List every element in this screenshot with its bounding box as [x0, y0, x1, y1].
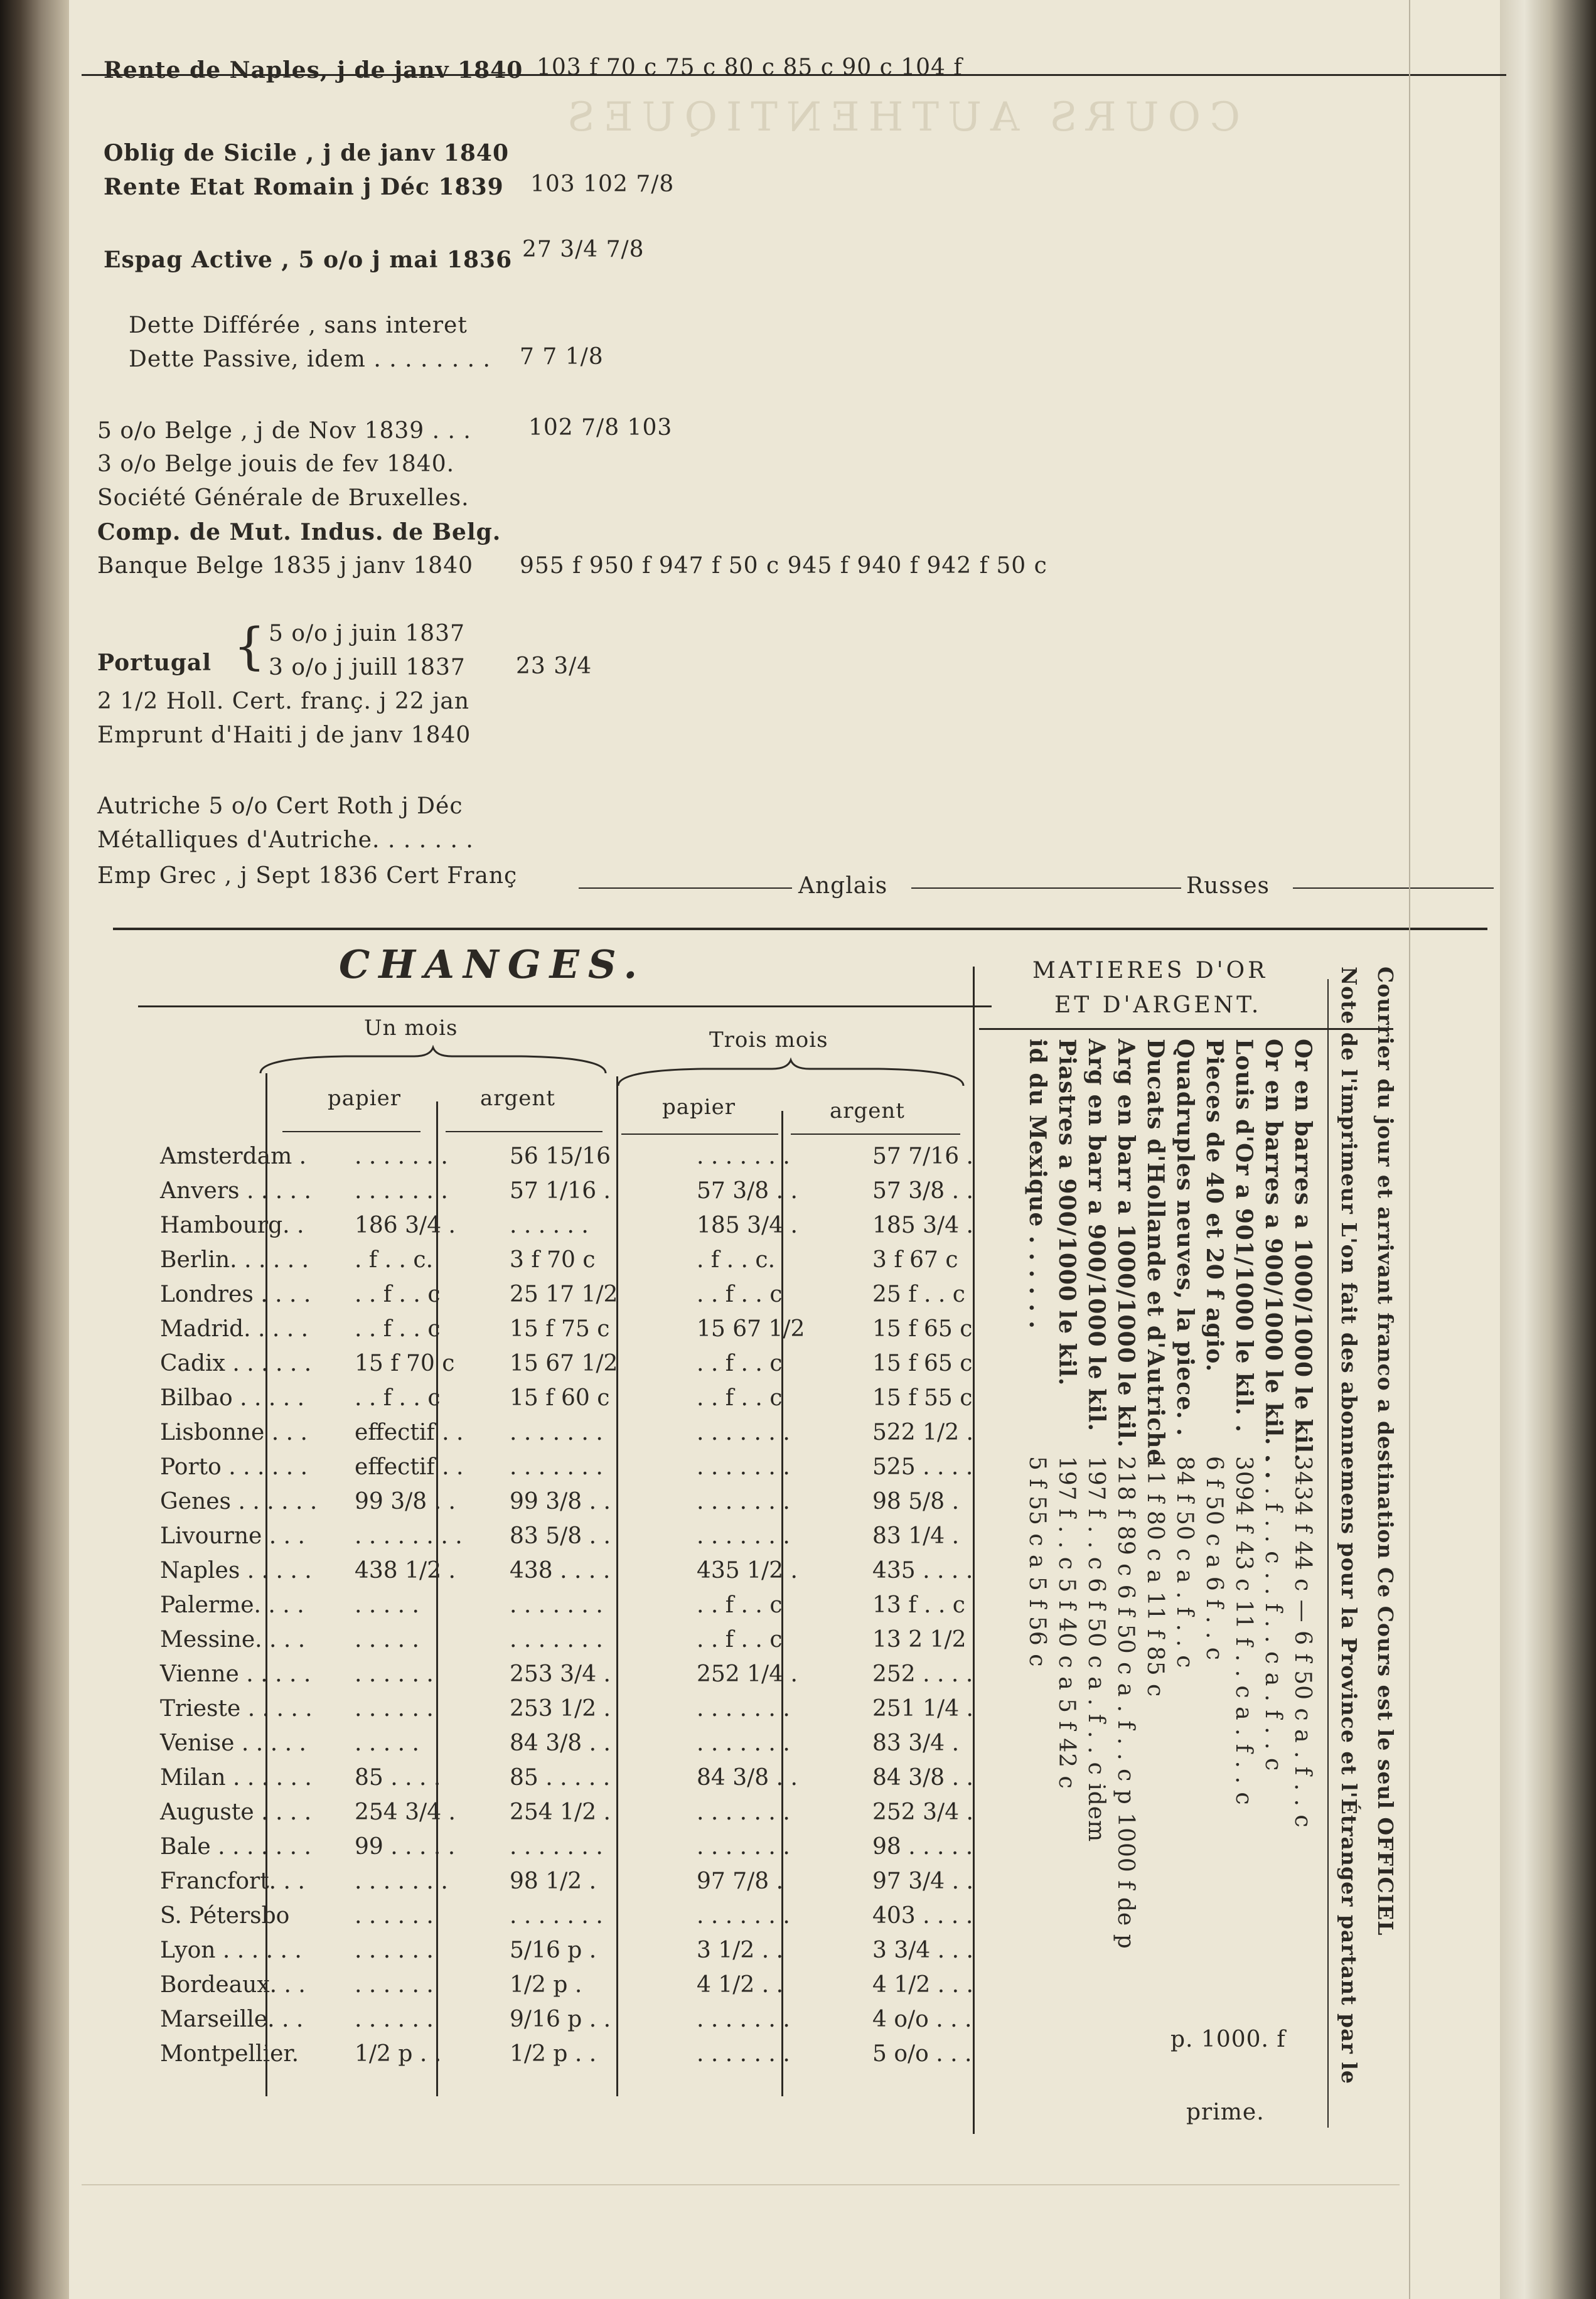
bond-label: 5 o/o Belge , j de Nov 1839 . . .: [97, 418, 471, 444]
table-row: [138, 1765, 1017, 1799]
trois-mois-papier: . . . . . . .: [697, 1730, 790, 1756]
un-mois-papier: . . . . . .: [355, 1937, 434, 1963]
bond-label: 3 o/o Belge jouis de fev 1840.: [97, 451, 455, 477]
city-name: Lisbonne . . .: [160, 1420, 308, 1445]
city-name: Naples . . . . .: [160, 1558, 312, 1584]
trois-mois-argent: 4 1/2 . . .: [872, 1972, 973, 1998]
city-name: Auguste . . . .: [160, 1799, 312, 1825]
un-mois-argent: 3 f 70 c: [510, 1247, 596, 1273]
trois-mois-papier: . . . . . . .: [697, 1454, 790, 1480]
bond-label: Dette Différée , sans interet: [129, 313, 468, 338]
trois-mois-argent: 84 3/8 . .: [872, 1765, 973, 1791]
un-mois-papier: 15 f 70 c: [355, 1351, 455, 1376]
city-name: Genes . . . . . .: [160, 1489, 318, 1514]
city-name: Francfort. . .: [160, 1868, 305, 1894]
un-mois-argent: . . . . . . .: [510, 1420, 603, 1445]
matieres-item-value: 218 f 89 c 6 f 50 c a . f . . c p 1000 f de p: [1113, 1456, 1138, 1949]
un-mois-papier: 254 3/4 .: [355, 1799, 456, 1825]
matieres-item-value: 84 f 50 c a . f . . c: [1172, 1456, 1197, 1669]
trois-mois-argent: 3 f 67 c: [872, 1247, 958, 1273]
un-mois-papier: . . . . .: [355, 1627, 419, 1653]
table-row: [138, 1247, 1017, 1282]
trois-mois-argent: 3 3/4 . . .: [872, 1937, 973, 1963]
un-mois-papier: . . f . . c: [355, 1385, 441, 1411]
city-name: S. Pétersbo: [160, 1903, 290, 1929]
matieres-item-value: 3094 f 43 c 11 f . . c a . f . . c: [1231, 1456, 1256, 1806]
trois-mois-argent: 13 f . . c: [872, 1592, 965, 1618]
trois-mois-argent: 522 1/2 .: [872, 1420, 973, 1445]
city-name: Livourne . . .: [160, 1523, 305, 1549]
table-row: [138, 1454, 1017, 1489]
un-mois-papier: . . . . . .: [355, 1696, 434, 1722]
bond-label: Emp Grec , j Sept 1836 Cert Franç: [97, 863, 518, 889]
trois-mois-papier: . . . . . . .: [697, 1489, 790, 1514]
header-un-mois: Un mois: [364, 1016, 458, 1041]
book-spine: [0, 0, 69, 2299]
trois-mois-argent: 97 3/4 . .: [872, 1868, 973, 1894]
city-name: Trieste . . . . .: [160, 1696, 313, 1722]
trois-mois-argent: 15 f 65 c: [872, 1351, 973, 1376]
trois-mois-argent: 185 3/4 .: [872, 1213, 973, 1238]
matieres-item-label: Louis d'Or a 901/1000 le kil. .: [1231, 1039, 1257, 1433]
un-mois-papier: . . . . . . .: [355, 1868, 448, 1894]
table-row: [138, 1799, 1017, 1834]
un-mois-papier: . . f . . c: [355, 1282, 441, 1307]
un-mois-argent: . . . . . . .: [510, 1627, 603, 1653]
bond-label: Espag Active , 5 o/o j mai 1836: [104, 247, 513, 273]
trois-mois-argent: 525 . . . .: [872, 1454, 973, 1480]
trois-mois-papier: . . . . . . .: [697, 2007, 790, 2032]
table-row: [138, 1558, 1017, 1592]
un-mois-argent: 98 1/2 .: [510, 1868, 597, 1894]
un-mois-argent: 25 17 1/2: [510, 1282, 618, 1307]
un-mois-argent: . . . . . . .: [510, 1903, 603, 1929]
trois-mois-papier: . . f . . c: [697, 1385, 783, 1411]
city-name: Montpellier.: [160, 2041, 299, 2067]
matieres-item-label: Piastres a 900/1000 le kil.: [1054, 1039, 1080, 1386]
un-mois-argent: . . . . . . .: [510, 1592, 603, 1618]
bond-value: 23 3/4: [516, 653, 592, 679]
trois-mois-papier: 252 1/4 .: [697, 1661, 798, 1687]
bond-label: Rente de Naples, j de janv 1840: [104, 57, 523, 83]
bond-label: Comp. de Mut. Indus. de Belg.: [97, 519, 501, 545]
matieres-item-value: 5 f 55 c a 5 f 56 c: [1024, 1456, 1050, 1668]
un-mois-argent: 57 1/16 .: [510, 1178, 611, 1204]
un-mois-papier: 85 . . . .: [355, 1765, 441, 1791]
trois-mois-papier: . . f . . c: [697, 1627, 783, 1653]
un-mois-argent: . . . . . .: [510, 1213, 589, 1238]
table-row: [138, 1178, 1017, 1213]
bleed-through: COURS AUTHENTIQUES: [559, 94, 1241, 141]
table-row: [138, 1972, 1017, 2007]
city-name: Berlin. . . . . .: [160, 1247, 309, 1273]
trois-mois-papier: . . . . . . .: [697, 1523, 790, 1549]
changes-title: CHANGES.: [339, 941, 646, 987]
city-name: Londres . . . .: [160, 1282, 311, 1307]
city-name: Milan . . . . . .: [160, 1765, 312, 1791]
matieres-item-label: Ducats d'Hollande et d'Autriche: [1142, 1039, 1169, 1464]
bond-value: 103 102 7/8: [530, 171, 675, 197]
trois-mois-papier: . . . . . . .: [697, 1144, 790, 1169]
trois-mois-argent: 83 3/4 .: [872, 1730, 960, 1756]
brace: {: [233, 617, 266, 675]
col-header-argent: argent: [830, 1098, 905, 1123]
un-mois-argent: 84 3/8 . .: [510, 1730, 611, 1756]
section-rule: [113, 928, 1487, 930]
un-mois-argent: 56 15/16: [510, 1144, 611, 1169]
trois-mois-papier: . . f . . c: [697, 1592, 783, 1618]
table-row: [138, 1937, 1017, 1972]
table-row: [138, 2007, 1017, 2041]
bond-label: Banque Belge 1835 j janv 1840: [97, 553, 474, 579]
un-mois-papier: . . . . .: [355, 1592, 419, 1618]
bond-value: 103 f 70 c 75 c 80 c 85 c 90 c 104 f: [537, 55, 963, 80]
table-row: [138, 1868, 1017, 1903]
un-mois-papier: . . . . . .: [355, 1903, 434, 1929]
un-mois-argent: . . . . . . .: [510, 1454, 603, 1480]
trois-mois-argent: 252 . . . .: [872, 1661, 973, 1687]
un-mois-papier: . . . . . . . .: [355, 1523, 463, 1549]
trois-mois-papier: . . f . . c: [697, 1351, 783, 1376]
un-mois-argent: 254 1/2 .: [510, 1799, 611, 1825]
bond-label: 5 o/o j juin 1837: [269, 621, 465, 646]
city-name: Palerme. . . .: [160, 1592, 304, 1618]
un-mois-papier: 186 3/4 .: [355, 1213, 456, 1238]
brace-trois-mois: [615, 1058, 967, 1089]
trois-mois-argent: 15 f 65 c: [872, 1316, 973, 1342]
un-mois-argent: 85 . . . . .: [510, 1765, 611, 1791]
un-mois-argent: 99 3/8 . .: [510, 1489, 611, 1514]
trois-mois-papier: 4 1/2 . .: [697, 1972, 784, 1998]
trois-mois-papier: . . . . . . .: [697, 1696, 790, 1722]
portugal-label: Portugal: [97, 650, 212, 676]
un-mois-papier: 1/2 p . .: [355, 2041, 442, 2067]
col-header-papier: papier: [328, 1086, 402, 1111]
col-header-papier: papier: [662, 1095, 736, 1120]
trois-mois-papier: . . . . . . .: [697, 1799, 790, 1825]
un-mois-papier: . . . . . .: [355, 2007, 434, 2032]
trois-mois-argent: 98 . . . . .: [872, 1834, 973, 1860]
table-row: [138, 1351, 1017, 1385]
trois-mois-argent: 98 5/8 .: [872, 1489, 960, 1514]
trois-mois-argent: 403 . . . .: [872, 1903, 973, 1929]
bond-value: 27 3/4 7/8: [522, 237, 645, 262]
matieres-item-label: Arg en barr a 1000/1000 le kil.: [1113, 1039, 1139, 1449]
trois-mois-papier: . . f . . c: [697, 1282, 783, 1307]
un-mois-papier: . . f . . c: [355, 1316, 441, 1342]
un-mois-argent: 83 5/8 . .: [510, 1523, 611, 1549]
city-name: Amsterdam .: [160, 1144, 307, 1169]
un-mois-argent: 1/2 p .: [510, 1972, 582, 1998]
matieres-item-label: id du Mexique . . . . . .: [1024, 1039, 1051, 1329]
city-name: Bordeaux. . .: [160, 1972, 306, 1998]
table-row: [138, 1592, 1017, 1627]
un-mois-argent: 5/16 p .: [510, 1937, 597, 1963]
table-row: [138, 1213, 1017, 1247]
city-name: Anvers . . . . .: [160, 1178, 311, 1204]
bond-label: Métalliques d'Autriche. . . . . . .: [97, 827, 474, 853]
bond-label: Dette Passive, idem . . . . . . . .: [129, 346, 491, 372]
city-name: Vienne . . . . .: [160, 1661, 311, 1687]
note-line-1: Note de l'imprimeur L'on fait des abonnemens pour la Province et l'Étranger partant par le: [1337, 967, 1361, 2084]
label-anglais: Anglais: [798, 873, 888, 899]
matieres-item-value: 197 f . . c 6 f 50 c a . f . . c idem: [1083, 1456, 1109, 1843]
un-mois-argent: 15 f 60 c: [510, 1385, 610, 1411]
trois-mois-papier: . . . . . . .: [697, 1903, 790, 1929]
bond-value: 102 7/8 103: [528, 415, 673, 441]
un-mois-papier: . . . . .: [355, 1730, 419, 1756]
trois-mois-papier: 185 3/4 .: [697, 1213, 798, 1238]
city-name: Messine. . . .: [160, 1627, 306, 1653]
trois-mois-papier: 15 67 1/2: [697, 1316, 805, 1342]
city-name: Madrid. . . . .: [160, 1316, 309, 1342]
matieres-item-value: 11 f 80 c a 11 f 85 c: [1142, 1456, 1168, 1698]
table-row: [138, 1316, 1017, 1351]
un-mois-papier: 99 . . . . .: [355, 1834, 456, 1860]
trois-mois-argent: 57 3/8 . .: [872, 1178, 973, 1204]
table-row: [138, 1627, 1017, 1661]
city-name: Bale . . . . . . .: [160, 1834, 311, 1860]
trois-mois-papier: 97 7/8 .: [697, 1868, 784, 1894]
matieres-title-2: ET D'ARGENT.: [1054, 992, 1262, 1018]
un-mois-argent: 15 f 75 c: [510, 1316, 610, 1342]
table-row: [138, 1144, 1017, 1178]
un-mois-argent: 9/16 p . .: [510, 2007, 611, 2032]
un-mois-papier: 99 3/8 . .: [355, 1489, 456, 1514]
newspaper-page: [69, 0, 1500, 2299]
page-edge: [1494, 0, 1596, 2299]
un-mois-argent: 253 3/4 .: [510, 1661, 611, 1687]
trois-mois-argent: 83 1/4 .: [872, 1523, 960, 1549]
city-name: Marseille. . .: [160, 2007, 304, 2032]
bond-label: Autriche 5 o/o Cert Roth j Déc: [97, 793, 463, 819]
col-header-argent: argent: [480, 1086, 555, 1111]
un-mois-argent: . . . . . . .: [510, 1834, 603, 1860]
un-mois-argent: 253 1/2 .: [510, 1696, 611, 1722]
trois-mois-argent: 252 3/4 .: [872, 1799, 973, 1825]
city-name: Lyon . . . . . .: [160, 1937, 302, 1963]
trois-mois-argent: 15 f 55 c: [872, 1385, 973, 1411]
trois-mois-argent: 435 . . . .: [872, 1558, 973, 1584]
un-mois-argent: 15 67 1/2: [510, 1351, 618, 1376]
trois-mois-papier: . . . . . . .: [697, 1834, 790, 1860]
city-name: Porto . . . . . .: [160, 1454, 308, 1480]
bond-label: 2 1/2 Holl. Cert. franç. j 22 jan: [97, 689, 470, 714]
trois-mois-papier: 3 1/2 . .: [697, 1937, 784, 1963]
table-row: [138, 1661, 1017, 1696]
bond-label: 3 o/o j juill 1837: [269, 655, 466, 680]
un-mois-papier: . . . . . . .: [355, 1144, 448, 1169]
bond-value: 7 7 1/8: [520, 344, 604, 370]
trois-mois-argent: 251 1/4 .: [872, 1696, 973, 1722]
matieres-item-value: 3434 f 44 c — 6 f 50 c a . f . . c: [1290, 1456, 1315, 1828]
p-label: p. 1000. f: [1170, 2027, 1286, 2052]
table-row: [138, 1523, 1017, 1558]
city-name: Bilbao . . . . .: [160, 1385, 305, 1411]
un-mois-papier: effectif . .: [355, 1420, 464, 1445]
city-name: Cadix . . . . . .: [160, 1351, 312, 1376]
matieres-item-label: Or en barres a 900/1000 le kil. . .: [1260, 1039, 1287, 1480]
table-row: [138, 1489, 1017, 1523]
matieres-title-1: MATIERES D'OR: [1032, 958, 1268, 983]
matieres-item-value: 197 f . . c 5 f 40 c a 5 f 42 c: [1054, 1456, 1079, 1789]
un-mois-papier: . . . . . .: [355, 1972, 434, 1998]
table-row: [138, 1903, 1017, 1937]
matieres-item-label: Arg en barr a 900/1000 le kil.: [1083, 1039, 1110, 1432]
matieres-item-value: 6 f 50 c a 6 f . . c: [1201, 1456, 1227, 1661]
un-mois-papier: 438 1/2 .: [355, 1558, 456, 1584]
trois-mois-papier: . . . . . . .: [697, 2041, 790, 2067]
table-row: [138, 1730, 1017, 1765]
trois-mois-argent: 57 7/16 .: [872, 1144, 973, 1169]
label-russes: Russes: [1186, 873, 1270, 899]
trois-mois-papier: . . . . . . .: [697, 1420, 790, 1445]
matieres-item-label: Quadruples neuves, la piece. .: [1172, 1039, 1198, 1437]
trois-mois-argent: 5 o/o . . .: [872, 2041, 972, 2067]
matieres-item-label: Or en barres a 1000/1000 le kil.: [1290, 1039, 1316, 1462]
bond-value: 955 f 950 f 947 f 50 c 945 f 940 f 942 f 50 c: [520, 553, 1047, 579]
header-trois-mois: Trois mois: [709, 1027, 828, 1053]
bond-label: Emprunt d'Haiti j de janv 1840: [97, 722, 471, 748]
trois-mois-argent: 4 o/o . . .: [872, 2007, 972, 2032]
table-row: [138, 1834, 1017, 1868]
table-row: [138, 2041, 1017, 2076]
trois-mois-argent: 25 f . . c: [872, 1282, 965, 1307]
table-row: [138, 1385, 1017, 1420]
bond-label: Rente Etat Romain j Déc 1839: [104, 174, 504, 200]
table-row: [138, 1282, 1017, 1316]
trois-mois-papier: 435 1/2 .: [697, 1558, 798, 1584]
trois-mois-papier: 57 3/8 . .: [697, 1178, 798, 1204]
bond-label: Oblig de Sicile , j de janv 1840: [104, 140, 509, 166]
note-line-2: Courrier du jour et arrivant franco a destination Ce Cours est le seul OFFICIEL: [1373, 967, 1398, 1936]
un-mois-papier: . f . . c.: [355, 1247, 434, 1273]
prime-label: prime.: [1186, 2099, 1265, 2125]
trois-mois-argent: 13 2 1/2: [872, 1627, 967, 1653]
brace-un-mois: [257, 1045, 609, 1076]
trois-mois-papier: . f . . c.: [697, 1247, 776, 1273]
city-name: Venise . . . . .: [160, 1730, 306, 1756]
matieres-item-label: Pieces de 40 et 20 f agio.: [1201, 1039, 1228, 1373]
un-mois-papier: effectif . .: [355, 1454, 464, 1480]
city-name: Hambourg. .: [160, 1213, 304, 1238]
table-row: [138, 1420, 1017, 1454]
matieres-item-value: . . . f . . c . . f . . c a . f . . c: [1260, 1456, 1286, 1772]
un-mois-argent: 438 . . . .: [510, 1558, 611, 1584]
un-mois-papier: . . . . . .: [355, 1661, 434, 1687]
bond-label: Société Générale de Bruxelles.: [97, 485, 469, 511]
trois-mois-papier: 84 3/8 . .: [697, 1765, 798, 1791]
table-row: [138, 1696, 1017, 1730]
un-mois-argent: 1/2 p . .: [510, 2041, 597, 2067]
un-mois-papier: . . . . . . .: [355, 1178, 448, 1204]
